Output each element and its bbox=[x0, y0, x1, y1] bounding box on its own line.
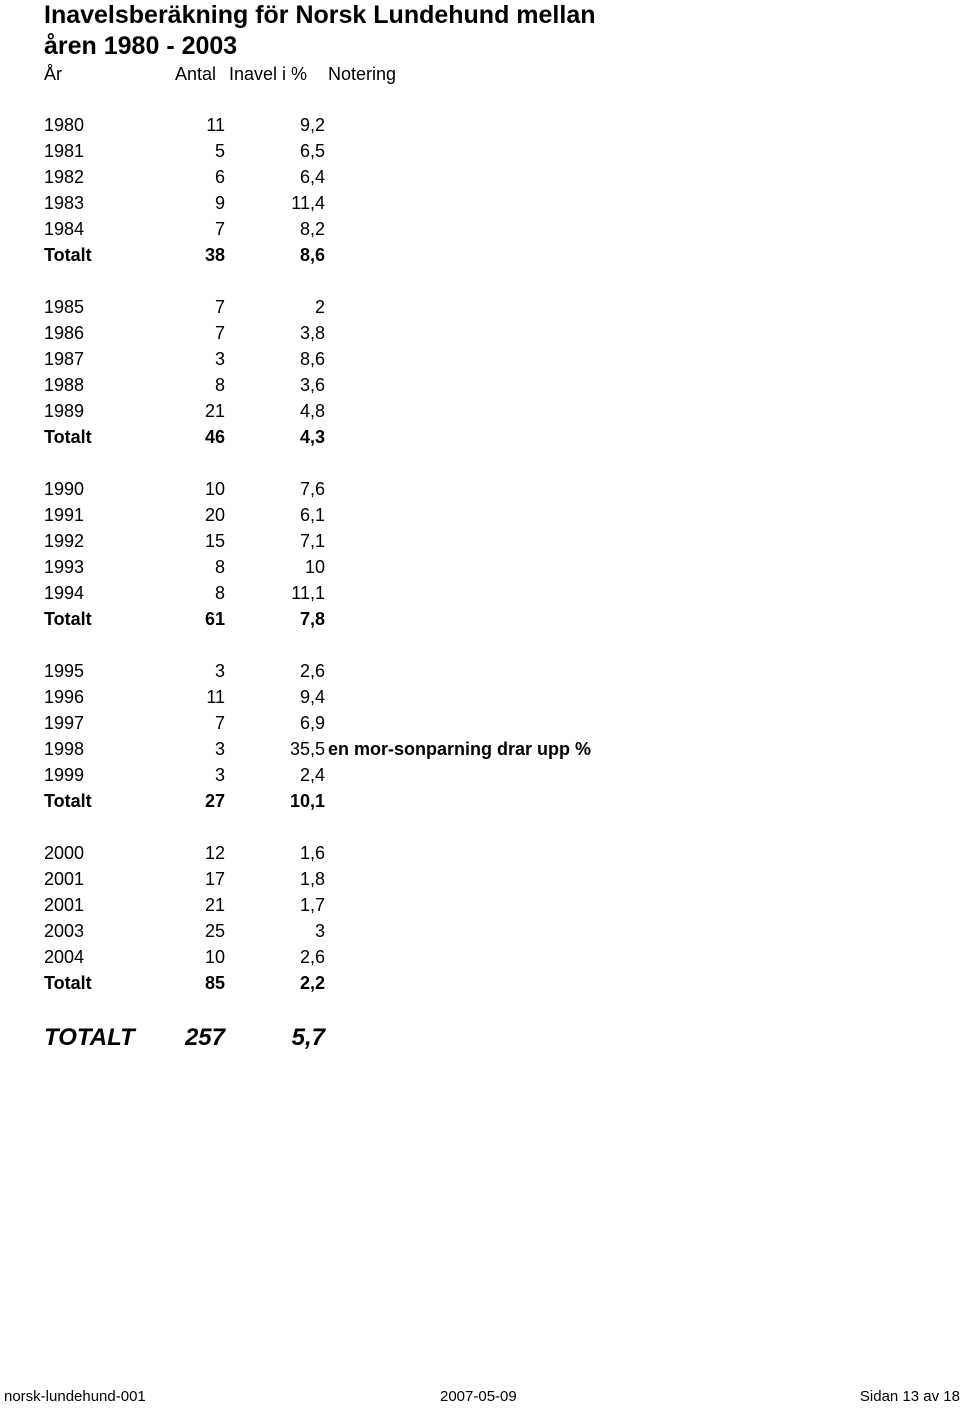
table-row bbox=[0, 762, 960, 788]
cell-year: 2000 bbox=[44, 843, 85, 863]
cell-inavel: 6,9 bbox=[299, 713, 325, 733]
footer-date: 2007-05-09 bbox=[440, 1388, 517, 1405]
table-row bbox=[0, 294, 960, 320]
cell-inavel: 1,6 bbox=[299, 843, 325, 863]
subtotal-row bbox=[0, 970, 960, 996]
cell-antal: 8 bbox=[214, 557, 225, 577]
table-row bbox=[0, 216, 960, 242]
cell-year: 2001 bbox=[44, 869, 85, 889]
cell-inavel: 6,4 bbox=[299, 167, 325, 187]
cell-year: Totalt bbox=[44, 973, 92, 993]
table-row bbox=[0, 554, 960, 580]
table-row bbox=[0, 320, 960, 346]
cell-inavel: 7,8 bbox=[299, 609, 325, 629]
header-year: År bbox=[44, 64, 62, 84]
cell-antal: 7 bbox=[214, 713, 225, 733]
cell-year: 1980 bbox=[44, 115, 85, 135]
cell-inavel: 10 bbox=[304, 557, 325, 577]
title-line-1: Inavelsberäkning för Norsk Lundehund mellan bbox=[44, 1, 596, 29]
table-row bbox=[0, 866, 960, 892]
cell-year: 1986 bbox=[44, 323, 85, 343]
cell-year: 1983 bbox=[44, 193, 85, 213]
cell-inavel: 2,2 bbox=[299, 973, 325, 993]
table-row bbox=[0, 944, 960, 970]
table-row bbox=[0, 840, 960, 866]
cell-inavel: 7,1 bbox=[299, 531, 325, 551]
cell-inavel: 8,6 bbox=[299, 245, 325, 265]
subtotal-row bbox=[0, 242, 960, 268]
header-antal: Antal bbox=[175, 64, 217, 84]
table-row bbox=[0, 892, 960, 918]
cell-antal: 61 bbox=[204, 609, 225, 629]
table-row bbox=[0, 710, 960, 736]
cell-year: 1990 bbox=[44, 479, 85, 499]
cell-antal: 15 bbox=[204, 531, 225, 551]
cell-antal: 6 bbox=[214, 167, 225, 187]
page-footer bbox=[0, 1386, 960, 1408]
cell-inavel: 1,7 bbox=[299, 895, 325, 915]
header-notering: Notering bbox=[328, 64, 397, 84]
cell-year: 1981 bbox=[44, 141, 85, 161]
cell-antal: 27 bbox=[204, 791, 225, 811]
footer-page-prefix: Sidan bbox=[859, 1388, 899, 1405]
table-row bbox=[0, 112, 960, 138]
cell-inavel: 1,8 bbox=[299, 869, 325, 889]
cell-year: 1989 bbox=[44, 401, 85, 421]
cell-antal: 7 bbox=[214, 219, 225, 239]
cell-antal: 3 bbox=[214, 349, 225, 369]
grand-total-label: TOTALT bbox=[44, 1024, 135, 1051]
title-line-2: åren 1980 - 2003 bbox=[44, 32, 238, 60]
cell-antal: 17 bbox=[204, 869, 225, 889]
cell-inavel: 2,6 bbox=[299, 947, 325, 967]
cell-antal: 21 bbox=[204, 401, 225, 421]
table-row bbox=[0, 476, 960, 502]
cell-year: Totalt bbox=[44, 609, 92, 629]
cell-inavel: 3,8 bbox=[299, 323, 325, 343]
table-row bbox=[0, 502, 960, 528]
grand-total-row bbox=[0, 1021, 960, 1055]
subtotal-row bbox=[0, 788, 960, 814]
cell-antal: 5 bbox=[214, 141, 225, 161]
cell-inavel: 11,1 bbox=[291, 583, 325, 603]
cell-antal: 10 bbox=[204, 947, 225, 967]
cell-year: 1987 bbox=[44, 349, 85, 369]
cell-antal: 3 bbox=[214, 661, 225, 681]
cell-inavel: 3,6 bbox=[299, 375, 325, 395]
cell-antal: 8 bbox=[214, 375, 225, 395]
cell-inavel: 11,4 bbox=[291, 193, 325, 213]
table-row bbox=[0, 164, 960, 190]
cell-inavel: 2,6 bbox=[299, 661, 325, 681]
cell-year: 1998 bbox=[44, 739, 85, 759]
cell-antal: 11 bbox=[206, 687, 225, 707]
cell-antal: 12 bbox=[204, 843, 225, 863]
cell-inavel: 7,6 bbox=[299, 479, 325, 499]
cell-inavel: 4,3 bbox=[299, 427, 325, 447]
table-row bbox=[0, 658, 960, 684]
cell-antal: 11 bbox=[206, 115, 225, 135]
cell-antal: 3 bbox=[214, 739, 225, 759]
cell-year: Totalt bbox=[44, 245, 92, 265]
cell-inavel: 8,6 bbox=[299, 349, 325, 369]
cell-antal: 3 bbox=[214, 765, 225, 785]
table-row bbox=[0, 138, 960, 164]
cell-year: 2003 bbox=[44, 921, 85, 941]
cell-year: 1991 bbox=[44, 505, 85, 525]
table-row bbox=[0, 346, 960, 372]
cell-year: Totalt bbox=[44, 427, 92, 447]
cell-inavel: 6,1 bbox=[299, 505, 325, 525]
cell-inavel: 4,8 bbox=[299, 401, 325, 421]
cell-antal: 9 bbox=[214, 193, 225, 213]
document-title bbox=[44, 0, 596, 62]
cell-year: 1982 bbox=[44, 167, 85, 187]
cell-year: 1996 bbox=[44, 687, 85, 707]
cell-antal: 8 bbox=[214, 583, 225, 603]
cell-year: 1995 bbox=[44, 661, 85, 681]
header-inavel: Inavel i % bbox=[229, 64, 308, 84]
subtotal-row bbox=[0, 424, 960, 450]
cell-antal: 38 bbox=[204, 245, 225, 265]
footer-doc-name: norsk-lundehund-001 bbox=[4, 1388, 146, 1405]
cell-antal: 21 bbox=[204, 895, 225, 915]
cell-inavel: 9,4 bbox=[299, 687, 325, 707]
cell-inavel: 8,2 bbox=[299, 219, 325, 239]
cell-antal: 7 bbox=[214, 323, 225, 343]
cell-year: 1988 bbox=[44, 375, 85, 395]
cell-antal: 20 bbox=[204, 505, 225, 525]
grand-total-inavel: 5,7 bbox=[291, 1024, 325, 1051]
cell-inavel: 10,1 bbox=[289, 791, 325, 811]
cell-year: 2004 bbox=[44, 947, 85, 967]
footer-page-number: 13 bbox=[902, 1388, 920, 1405]
grand-total-antal: 257 bbox=[184, 1024, 225, 1051]
footer-page-suffix: av 18 bbox=[923, 1388, 960, 1405]
cell-antal: 7 bbox=[214, 297, 225, 317]
cell-inavel: 6,5 bbox=[299, 141, 325, 161]
cell-inavel: 3 bbox=[314, 921, 325, 941]
cell-year: 1999 bbox=[44, 765, 85, 785]
table-row bbox=[0, 684, 960, 710]
cell-inavel: 2 bbox=[314, 297, 325, 317]
footer-page-info bbox=[860, 1386, 960, 1408]
cell-inavel: 35,5 bbox=[289, 739, 325, 759]
cell-year: 1997 bbox=[44, 713, 85, 733]
table-row bbox=[0, 580, 960, 606]
cell-note: en mor-sonparning drar upp % bbox=[328, 739, 592, 759]
cell-year: 1985 bbox=[44, 297, 85, 317]
table-row bbox=[0, 398, 960, 424]
cell-inavel: 9,2 bbox=[299, 115, 325, 135]
cell-year: 1984 bbox=[44, 219, 85, 239]
cell-year: 1993 bbox=[44, 557, 85, 577]
cell-antal: 46 bbox=[204, 427, 225, 447]
cell-year: 2001 bbox=[44, 895, 85, 915]
table-row bbox=[0, 190, 960, 216]
cell-antal: 85 bbox=[204, 973, 225, 993]
table-row bbox=[0, 528, 960, 554]
cell-antal: 10 bbox=[204, 479, 225, 499]
cell-inavel: 2,4 bbox=[299, 765, 325, 785]
table-row bbox=[0, 918, 960, 944]
cell-year: Totalt bbox=[44, 791, 92, 811]
table-row bbox=[0, 736, 960, 762]
table-row bbox=[0, 372, 960, 398]
subtotal-row bbox=[0, 606, 960, 632]
cell-antal: 25 bbox=[204, 921, 225, 941]
cell-year: 1994 bbox=[44, 583, 85, 603]
cell-year: 1992 bbox=[44, 531, 85, 551]
